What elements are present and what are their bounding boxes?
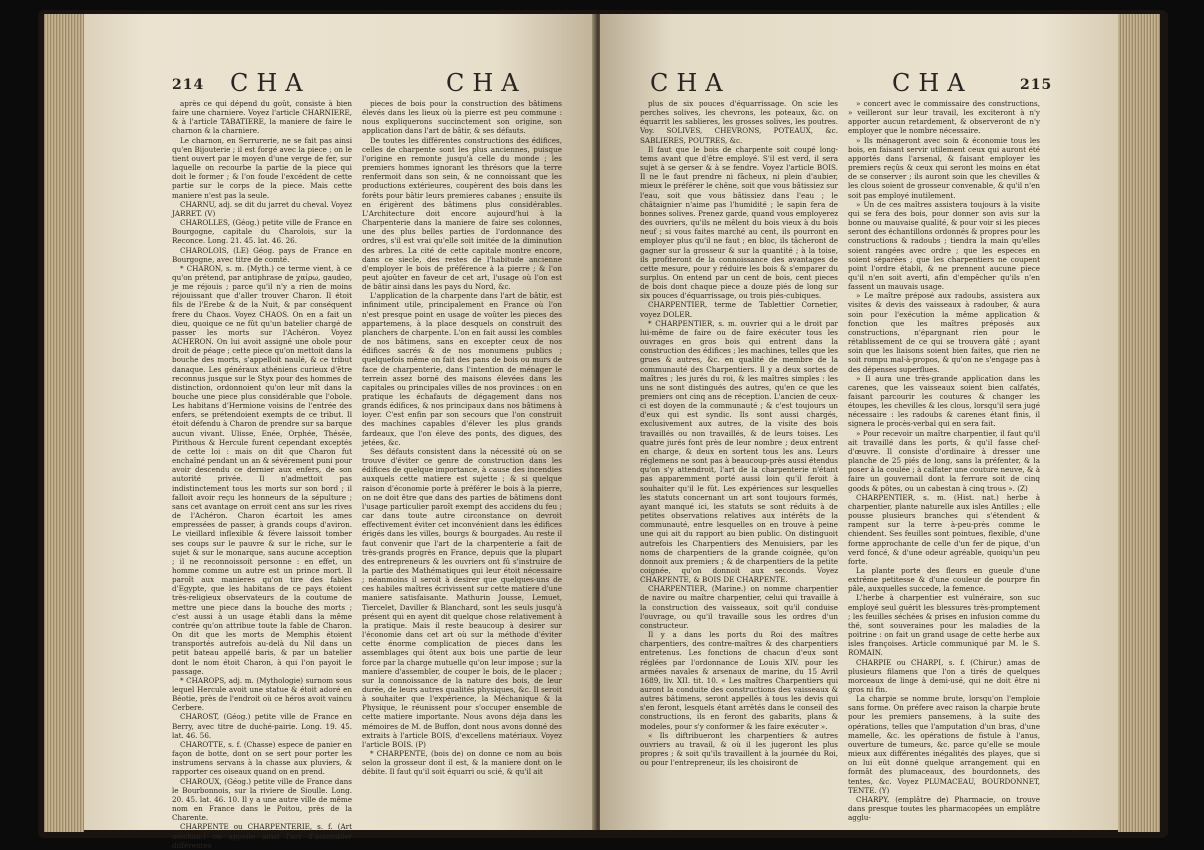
paragraph: « Ils diftribueront les charpentiers & autres ouvriers au travail, & où il les jugeront les plus propres ; & soit qu'ils travaillent à la journée du Roi, ou pour l'entrepreneur, ils les choisiront de	[640, 730, 838, 768]
paragraph: CHARPENTIER, (Marine.) on nomme charpentier de navire ou maître charpentier, celui qui travaille à la construction des vaisseaux, soit qu'il conduise l'ouvrage, ou qu'il travaille sous les ordres d'un constructeur.	[640, 584, 838, 630]
page-number: 214	[172, 77, 205, 93]
paragraph: * CHARON, s. m. (Myth.) ce terme vient, à ce qu'on prétend, par antiphrase de χαίρω, gaudeo, je me réjouis ; parce qu'il n'y a rien de moins réjouissant que d'aller trouver Charon. Il étoit fils de l'Erebe & de la Nuit, & par conséquent frere du Chaos. Voyez CHAOS. On en a fait un dieu, quoique ce ne fût qu'un batelier chargé de passer les morts sur l'Achéron. Voyez ACHERON. On lui avoit assigné une obole pour droit de péage ; cette piece qu'on mettoit dans la bouche des morts, s'appelloit naulé, & ce tribut danaque. Les généraux athéniens curieux d'être reconnus jusque sur le Styx pour des hommes de distinction, ordonnoient qu'on leur mît dans la bouche une piece plus considérable que l'obole. Les habitans d'Hermione voisins de l'entrée des enfers, se prétendoient exempts de ce tribut. Il étoit défendu à Charon de prendre sur sa barque aucun vivant. Ulisse, Enée, Orphée, Thésée, Pirithous & Hercule furent cependant exceptés de cette loi : mais on dit que Charon fut enchaîné pendant un an & sévérement puni pour avoir descendu ce dernier aux enfers, de son autorité privée. Il n'admettoit pas indistinctement tous les morts sur son bord ; il falloit avoir reçu les honneurs de la sépulture ; sans cet avantage on erroit cent ans sur les rives de l'Achéron. Charon écartoit les ames empressées de passer, à grands coups d'aviron. Le vieillard inflexible & févere laissoit tomber ses coups sur le pauvre & sur le riche, sur le sujet & sur le monarque, sans aucune acception ; il ne reconnoissoit personne : en effet, un homme comme un autre est un prince mort. Il paroît aux manieres qu'on tire des fables d'Egypte, que les habitans de ce pays étoient très-religieux observateurs de la coutume de mettre une piece dans la bouche des morts ; c'est aussi à un usage établi dans la même contrée qu'on attribue toute la fable de Charon. On dit que les morts de Memphis étoient transportés autrefois au-delà du Nil dans un petit bateau appellé baris, & par un batelier dont le nom étoit Charon, à qui l'on payoit le passage.	[172, 263, 352, 676]
paragraph: CHAROTTE, s. f. (Chasse) espece de panier en façon de botte, dont on se sert pour porter les instrumens servans à la chasse aux pluviers, & rapporter ces oiseaux quand on en prend.	[172, 739, 352, 777]
running-head-right: CHA	[892, 69, 973, 97]
paragraph: Il y a dans les ports du Roi des maîtres charpentiers, des contre-maîtres & des charpentiers entretenus. Les fonctions de chacun d'eux sont réglées par l'ordonnance de Louis XIV. pour les armées navales & arsenaux de marine, du 15 Avril 1689, liv. XII. tit. 10. « Les maîtres Charpentiers qui auront la conduite des constructions des vaisseaux & autres bâtimens, seront appellés à tous les devis qui s'en feront, lesquels étant arrêtés dans le conseil des constructions, ils en feront des gabarits, plans & modeles, pour s'y conformer & les faire exécuter ».	[640, 630, 838, 731]
paragraph: L'application de la charpente dans l'art de bâtir, est infiniment utile, principalement en France où l'on n'est presque point en usage de voûter les pieces des appartemens, à la place desquels on construit des planchers de charpente. L'on en fait aussi les combles de nos bâtimens, sans en excepter ceux de nos édifices sacrés & de nos monumens publics ; quelquefois même on fait des pans de bois ou murs de face de charpenterie, dans l'intention de ménager le terrein assez borné des maisons élevées dans les capitales ou principales villes de nos provinces : on en pratique les échafauts de dégagement dans nos grands édifices, & nos principaux dans nos bâtimens à loyer. C'est enfin par son secours que l'on construit des machines capables d'élever les plus grands fardeaux, que l'on éleve des ponts, des digues, des jetées, &c.	[362, 291, 562, 447]
running-head-left: CHA	[650, 69, 731, 97]
paragraph: CHAROST, (Géog.) petite ville de France en Berry, avec titre de duché-pairie. Long. 19. 45. lat. 46. 56.	[172, 712, 352, 740]
paragraph: Le charnon, en Serrurerie, ne se fait pas ainsi qu'en Bijouterie ; il est forgé avec la piece ; on le tient ouvert par le moyen d'une verge de fer, sur laquelle on recourbe la partie de la piece qui doit le former ; & l'on foude l'excédent de cette partie sur le corps de la piece. Mais cette maniere n'est pas la seule.	[172, 135, 352, 200]
running-head-right: CHA	[446, 69, 527, 97]
paragraph: CHARNU, adj. se dit du jarret du cheval. Voyez JARRET. (V)	[172, 199, 352, 218]
paragraph: » Un de ces maîtres assistera toujours à la visite qui se fera des bois, pour donner son avis sur la bonne ou mauvaise qualité, & pour voir si les pieces seront des échantillons ordonnés & propres pour les constructions & radoubs ; tiendra la main qu'elles soient rangées avec ordre ; que les especes en soient séparées ; que les charpentiers ne coupent point l'ordre établi, & ne prennent aucune piece qu'il n'en soit averti, afin d'empêcher qu'ils n'en fassent un mauvais usage.	[848, 199, 1040, 292]
running-head-left: CHA	[230, 69, 311, 97]
paragraph: CHARPENTE ou CHARPENTERIE, s. f. (Art méchan.) on appelle ainsi l'art d'assembler différentes	[172, 822, 352, 850]
page-edges-right	[1118, 14, 1160, 832]
paragraph: CHAROLOIS, (LE) Géog. pays de France en Bourgogne, avec titre de comté.	[172, 245, 352, 264]
page-number: 215	[1020, 77, 1053, 93]
paragraph: La charpie se nomme brute, lorsqu'on l'emploie sans forme. On préfere avec raison la charpie brute pour les premiers pansemens, à la suite des opérations, telles que l'amputation d'un bras, d'une mamelle, &c. les opérations de fistule à l'anus, ouverture de tumeurs, &c. parce qu'elle se moule mieux aux différentes inégalités des playes, que si on lui eût donné quelque arrangement qui en formât des plumaceaux, des bourdonnets, des tentes, &c. Voyez PLUMACEAU, BOURDONNET, TENTE. (Y)	[848, 694, 1040, 795]
paragraph: CHARPENTIER, s. m. (Hist. nat.) herbe à charpentier, plante naturelle aux isles Antilles ; elle pousse plusieurs branches qui s'étendent & rampent sur la terre à-peu-près comme le chiendent. Ses feuilles sont pointues, flexible, d'une forme approchante de celle d'un fer de pique, d'un verd foncé, & d'une odeur agréable, quoiqu'un peu forte.	[848, 492, 1040, 566]
paragraph: après ce qui dépend du goût, consiste à bien faire une charniere. Voyez l'article CHARNIERE, & à l'article TABATIERE, la maniere de faire le charnon & la charniere.	[172, 99, 352, 136]
paragraph: * CHARPENTE, (bois de) on donne ce nom au bois selon la grosseur dont il est, & la maniere dont on le débite. Il faut qu'il soit équarri ou scié, & qu'il ait	[362, 749, 562, 777]
paragraph: * CHAROPS, adj. m. (Mythologie) surnom sous lequel Hercule avoit une statue & étoit adoré en Béotie, près de l'endroit où ce héros avoit vaincu Cerbere.	[172, 675, 352, 713]
paragraph: La plante porte des fleurs en gueule d'une extrême petitesse & d'une couleur de pourpre fin pâle, auxquelles succede, la femence.	[848, 565, 1040, 594]
paragraph: pieces de bois pour la construction des bâtimens élevés dans les lieux où la pierre est peu commune : nous expliquerons succinctement son origine, son application dans l'art de bâtir, & ses défauts.	[362, 99, 562, 136]
paragraph: De toutes les différentes constructions des édifices, celles de charpente sont les plus anciennes, puisque l'origine en remonte jusqu'à celle du monde ; les premiers hommes ignorant les thrésors que la terre renfermoit dans son sein, & ne connoissant que les productions extérieures, coupèrent des bois dans les forêts pour bâtir leurs premieres cabanes ; ensuite ils en érigèrent des bâtimens plus considérables. L'Architecture doit encore aujourd'hui à la Charpenterie dans la maniere de faire ses colonnes, une des plus belles parties de l'ordonnance des ordres, s'il est vrai qu'elle soit imitée de la diminution des arbres. La cité de cette capitale montre encore, dans ce siecle, des restes de l'habitude ancienne d'employer le bois de préférence à la pierre ; & l'on peut ajoûter en faveur de cet art, l'usage où l'on est de bâtir ainsi dans les pays du Nord, &c.	[362, 135, 562, 292]
paragraph: » Pour recevoir un maître charpentier, il faut qu'il ait travaillé dans les ports, & qu'il fasse chef-d'œuvre. Il consiste d'ordinaire à dresser une planche de 25 piés de long, sans la préfenter, & la poser à la coulée ; à calfater une couture neuve, & à faire un gouvernail dont la ferrure soit de cinq goods & pôtes, ou un cabestan à cinq trous ». (Z)	[848, 428, 1040, 493]
paragraph: * CHARPENTIER, s. m. ouvrier qui a le droit par lui-même de faire ou de faire exécuter tous les ouvrages en gros bois qui entrent dans la construction des édifices ; les machines, telles que les grues & autres, &c. en qualité de membre de la communauté des Charpentiers. Il y a deux sortes de maîtres ; les jurés du roi, & les maîtres simples : les uns ne sont distingués des autres, qu'en ce que les premiers ont cinq ans de réception. L'ancien de ceux-ci est doyen de la communauté ; & c'est toujours un d'eux qui est syndic. Ils sont aussi chargés, exclusivement aux autres, de la visite des bois travaillés ou non travaillés, & de leurs toises. Les quatre jurés font près de leur nombre ; deux entrent en charge, & deux en sortent tous les ans. Leurs réglemens ne sont pas à beaucoup-près aussi étendus qu'on s'y attendroit, l'art de la charpenterie n'étant pas apparemment porté aussi loin qu'il feroit à souhaiter qu'il le fût. Les expériences sur lesquelles les statuts concernant un art sont toujours formés, ayant manqué ici, les statuts se sont réduits à de petites observations relatives aux intérêts de la communauté, entre lesquelles on en trouve à peine une qui ait du rapport au bien public. On distinguoit autrefois les Charpentiers des Menuisiers, par les noms de charpentiers de la grande coignée, qu'on donnoit aux premiers ; & de charpentiers de la petite coignée, qu'on donnoit aux seconds. Voyez CHARPENTE, & BOIS DE CHARPENTE.	[640, 318, 838, 585]
left-page	[84, 14, 596, 850]
paragraph: Ses défauts consistent dans la nécessité où on se trouve d'éviter ce genre de construction dans les édifices de quelque importance, à cause des incendies auxquels cette matiere est sujette ; & si quelque raison d'économie porte à préférer le bois à la pierre, on ne doit être que dans des parties de bâtimens dont l'usage particulier paroît exempt des accidens du feu ; car dans toute autre circonstance on devroit effectivement éviter cet inconvénient dans les édifices érigés dans les villes, bourgs & bourgades. Au reste il faut convenir que l'art de la charpenterie a fait de très-grands progrès en France, depuis que la plupart des entrepreneurs & les ouvriers ont fû s'instruire de la partie des Mathématiques qui leur étoit nécessaire ; néanmoins il seroit à desirer que quelques-uns de ces habiles maîtres écrivissent sur cette matiere d'une maniere satisfaisante. Mathurin Jousse, Lemuet, Tiercelet, Daviller & Blanchard, sont les seuls jusqu'à présent qui en ayent dit quelque chose relativement à la pratique. Mais il reste beaucoup à desirer sur l'économie dans cet art où sur la méthode d'éviter cette énorme complication de pieces dans les assemblages qui ôtent aux bois une partie de leur force par la charge mutuelle qu'on leur impose ; sur la maniere d'assembler, de couper le bois, de le placer ; sur la connoissance de la nature des bois, de leur durée, de leurs autres qualités physiques, &c. Il seroit à souhaiter que l'expérience, la Méchanique & la Physique, le réunissent pour s'occuper ensemble de cette matiere importante. Nous avons déja dans les mémoires de M. de Buffon, dont nous avons donné des extraits à l'article BOIS, d'excellens matériaux. Voyez l'article BOIS. (P)	[362, 446, 562, 749]
text-column	[362, 99, 562, 799]
paragraph: CHARPIE ou CHARPI, s. f. (Chirur.) amas de plusieurs filamens que l'on a tirés de quelques morceaux de linge à demi-usé, qui ne doit être ni gros ni fin.	[848, 657, 1040, 694]
paragraph: » Ils ménageront avec soin & économie tous les bois, en faisant servir utilement ceux qui auront été apportés dans l'arsenal, & faisant employer les premiers reçûs & ceux qui seront les moins en état de se conserver ; ils auront soin que les chevilles & les clous soient de grosseur convenable, & qu'il n'en soit pas employé inutilement.	[848, 135, 1040, 200]
page-edges-left	[44, 14, 84, 832]
paragraph: CHAROLLES, (Géog.) petite ville de France en Bourgogne, capitale du Charolois, sur la Reconce. Long. 21. 45. lat. 46. 26.	[172, 218, 352, 246]
paragraph: CHAROUX, (Géog.) petite ville de France dans le Bourbonnois, sur la riviere de Sioulle. Long. 20. 45. lat. 46. 10. Il y a une autre ville de même nom en France dans le Poitou, près de la Charente.	[172, 776, 352, 823]
paragraph: Il faut que le bois de charpente soit coupé long-tems avant que d'être employé. S'il est verd, il sera sujet à se gerser & à se fendre. Voyez l'article BOIS. Il ne le faut prendre ni fâcheux, ni plein d'aubier, mieux le préférer le chêne, soit que vous bâtissiez sur l'eau, soit que vous bâtissiez dans l'eau ; le châtaignier n'aime pas l'humidité ; le sapin fera de bonnes solives. Prenez garde, quand vous employerez des ouvriers, qu'ils ne mêlent du bois vieux à du bois neuf ; si vous faites marché au cent, ils pourront en employer plus qu'il ne faut ; en bloc, ils tâcheront de gagner sur la grosseur & sur la quantité ; à la toise, ils profiteront de la connoissance des avantages de cette mesure, pour y réduire les bois & s'emparer du surplus. On entend par un cent de bois, cent pieces de bois dont chaque piece a douze piés de long sur six pouces d'équarrissage, ou trois piés-cubiques.	[640, 144, 838, 301]
right-page	[600, 14, 1118, 830]
paragraph: CHARPENTIER, terme de Tablettier Cornetier, voyez DOLER.	[640, 300, 838, 319]
paragraph: L'herbe à charpentier est vulnéraire, son suc employé seul guérit les blessures très-promptement ; les feuilles séchées & prises en infusion comme du thé, sont souveraines pour les maladies de la poitrine : on fait un grand usage de cette herbe aux isles françoises. Article communiqué par M. le S. ROMAIN.	[848, 593, 1040, 658]
left-page-header	[84, 69, 596, 99]
paragraph: » Le maître préposé aux radoubs, assistera aux visites & devis des vaisseaux à radouber, & aura soin pour l'exécution la même application & fonction que les maîtres préposés aux constructions, n'épargnant rien pour le rétablissement de ce qui se trouvera gâté ; ayant soin que les liaisons soient bien faites, que rien ne soit rompu mal-à-propos, & qu'on ne s'engage pas à des dépenses superflues.	[848, 291, 1040, 374]
paragraph: » concert avec le commissaire des constructions, » veilleront sur leur travail, les exciteront à n'y apporter aucun retardement, & observeront de n'y employer que le nombre nécessaire.	[848, 99, 1040, 136]
paragraph: plus de six pouces d'équarrissage. On scie les perches solives, les chevrons, les poteaux, &c. on équarrit les sablieres, les grosses solives, les poutres. Voy. SOLIVES, CHEVRONS, POTEAUX, &c. SABLIERES, POUTRES, &c.	[640, 99, 838, 145]
paragraph: » Il aura une très-grande application dans les carenes, que les vaisseaux soient bien calfatés, faisant parcourir les coutures & changer les étoupes, les chevilles & les clous, lorsqu'il sera jugé nécessaire : les radoubs & carenes étant finis, il signera le procès-verbal qui en sera fait.	[848, 373, 1040, 429]
right-page-header	[600, 69, 1118, 99]
text-column	[848, 99, 1040, 823]
text-column	[172, 99, 352, 850]
text-column	[640, 99, 838, 799]
paragraph: CHARPY, (emplâtre de) Pharmacie, on trouve dans presque toutes les pharmacopées un emplâtre agglu-	[848, 794, 1040, 823]
